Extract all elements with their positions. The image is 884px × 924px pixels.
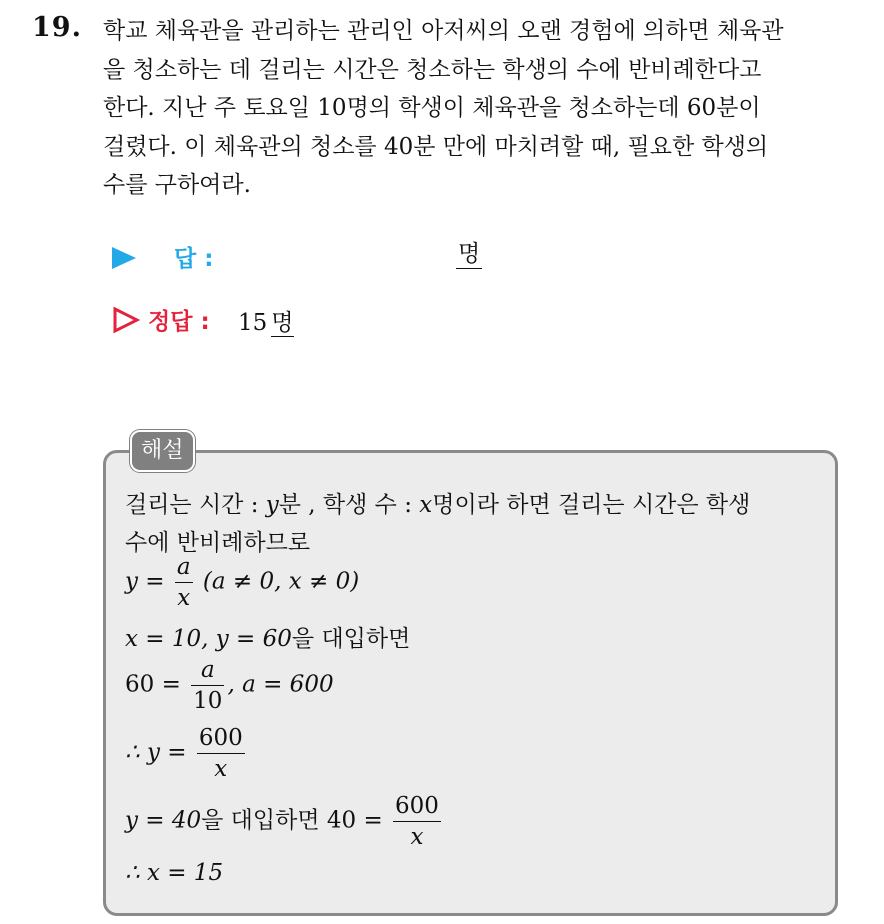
equation-3 [125, 656, 334, 715]
equation-5 [125, 792, 444, 851]
fraction-denominator: x [214, 756, 228, 782]
solution-line-1 [125, 486, 750, 519]
equation-4 [125, 724, 248, 783]
fraction-numerator: a [175, 553, 193, 583]
solution-line-2: 수에 반비례하므로 [125, 530, 311, 556]
eq-math: y = 40 [125, 807, 202, 834]
solution-tag: 해설 [130, 430, 195, 472]
var-x: x [419, 492, 433, 518]
correct-answer-value [238, 304, 294, 337]
fraction [197, 724, 245, 783]
play-triangle-icon [112, 247, 136, 269]
condition: (a ≠ 0, x ≠ 0) [202, 568, 360, 595]
question-number: 19. [32, 12, 82, 43]
fraction-numerator: 600 [393, 792, 441, 822]
fraction-denominator: x [410, 824, 424, 850]
var-y: y [265, 492, 279, 518]
correct-unit: 명 [271, 310, 294, 336]
fraction [393, 792, 441, 851]
fraction [175, 553, 193, 612]
question-line: 걸렸다. 이 체육관의 청소를 40분 만에 마치려할 때, 필요한 학생의 [103, 133, 769, 160]
eq-math: ∴ x = 15 [125, 860, 224, 886]
outline-triangle-icon [112, 306, 140, 334]
eq-rest: , a = 600 [227, 671, 334, 698]
eq-text: 을 대입하면 40 = [201, 807, 383, 834]
correct-answer-label: 정답 : [148, 309, 210, 335]
question-line: 수를 구하여라. [103, 172, 251, 198]
equation-6 [125, 860, 223, 886]
question-line: 한다. 지난 주 토요일 10명의 학생이 체육관을 청소하는데 60분이 [103, 95, 761, 121]
answer-label: 답 : [174, 246, 214, 272]
correct-answer-row [108, 303, 508, 339]
eq-lhs: ∴ y = [125, 739, 187, 766]
equation-2 [125, 620, 410, 653]
answer-row[interactable] [108, 240, 508, 276]
answer-unit: 명 [458, 241, 481, 267]
question-text [103, 12, 868, 205]
solution-text: 명이라 하면 걸리는 시간은 학생 [432, 492, 751, 518]
eq-lhs: 60 = [125, 671, 181, 698]
fraction-denominator: x [177, 585, 191, 611]
fraction-numerator: 600 [197, 724, 245, 754]
solution-text: 걸리는 시간 : [125, 492, 266, 518]
question-line: 학교 체육관을 관리하는 관리인 아저씨의 오랜 경험에 의하면 체육관 [103, 18, 784, 44]
eq-text: 을 대입하면 [291, 626, 411, 652]
eq-math: x = 10, y = 60 [125, 626, 292, 652]
solution-text: 분 , 학생 수 : [278, 492, 420, 518]
fraction [191, 656, 224, 715]
fraction-numerator: a [191, 656, 224, 686]
equation-1 [125, 553, 359, 612]
eq-lhs: y = [125, 568, 165, 595]
question-line: 을 청소하는 데 걸리는 시간은 청소하는 학생의 수에 반비례한다고 [103, 56, 762, 83]
fraction-denominator: 10 [193, 688, 223, 714]
correct-number: 15 [238, 310, 268, 336]
